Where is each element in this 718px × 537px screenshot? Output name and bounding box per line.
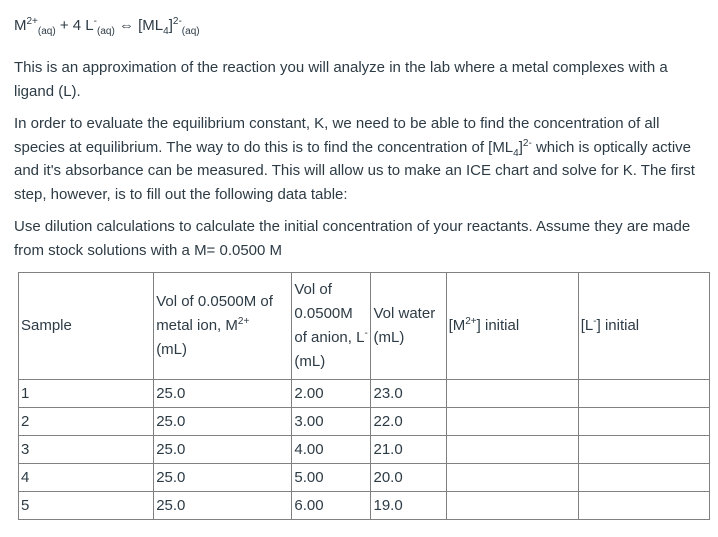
header-metal-charge: 2+ (237, 316, 250, 327)
header-metal-volume (154, 273, 292, 380)
method-superscript: 2- (522, 137, 532, 149)
header-water-volume: Vol water (mL) (371, 273, 446, 380)
data-table (18, 272, 710, 520)
header-sample: Sample (19, 273, 154, 380)
header-m-initial (446, 273, 578, 380)
header-metal-unit: (mL) (156, 341, 188, 358)
cell-sample: 2 (19, 408, 154, 436)
header-anion-text: Vol of 0.0500M of anion, L (294, 281, 365, 346)
cell-sample: 3 (19, 436, 154, 464)
ligand-charge: - (93, 16, 97, 27)
cell-anion-volume: 3.00 (292, 408, 371, 436)
complex-symbol: [ML (138, 17, 164, 34)
table-row (19, 464, 710, 492)
method-paragraph (14, 112, 704, 206)
complex-charge: 2- (172, 16, 182, 27)
cell-anion-volume: 2.00 (292, 380, 371, 408)
cell-metal-volume: 25.0 (154, 408, 292, 436)
header-l-open: [L (580, 317, 594, 334)
cell-water-volume: 19.0 (371, 492, 446, 520)
complex-state: (aq) (181, 26, 200, 37)
complex-subscript: 4 (163, 26, 169, 37)
cell-anion-volume: 6.00 (292, 492, 371, 520)
header-anion-charge: - (364, 328, 368, 339)
cell-m-initial[interactable] (446, 492, 578, 520)
header-l-charge: - (593, 316, 597, 327)
cell-sample: 4 (19, 464, 154, 492)
instructions-paragraph: Use dilution calculations to calculate the initial concentration of your reactants. Assume they are made from stock solutions with a M= 0.0500 M (14, 218, 691, 259)
reaction-equation (14, 10, 704, 44)
method-subscript: 4 (513, 147, 519, 159)
header-m-charge: 2+ (465, 316, 477, 327)
header-anion-unit: (mL) (294, 353, 326, 370)
cell-sample: 1 (19, 380, 154, 408)
cell-m-initial[interactable] (446, 464, 578, 492)
header-anion-volume (292, 273, 371, 380)
header-metal-text: Vol of 0.0500M of metal ion, M (156, 293, 273, 334)
cell-metal-volume: 25.0 (154, 380, 292, 408)
method-text-2: which is optically active and it's absorbance can be measured. This will allow us to make an ICE chart and solve for K. The first step, however, is to fill out the following data table: (14, 138, 695, 203)
cell-sample: 5 (19, 492, 154, 520)
cell-metal-volume: 25.0 (154, 436, 292, 464)
equilibrium-arrow: ⇔ (118, 17, 134, 34)
table-row (19, 492, 710, 520)
method-bracket: ] (518, 138, 523, 156)
header-l-initial (578, 273, 709, 380)
intro-paragraph: This is an approximation of the reaction you will analyze in the lab where a metal complexes with a ligand (L). (14, 59, 668, 100)
cell-l-initial[interactable] (578, 436, 709, 464)
cell-water-volume: 20.0 (371, 464, 446, 492)
table-row (19, 380, 710, 408)
cell-m-initial[interactable] (446, 436, 578, 464)
complex-bracket: ] (168, 17, 173, 34)
cell-water-volume: 23.0 (371, 380, 446, 408)
header-m-close: ] initial (476, 317, 520, 334)
table-row (19, 436, 710, 464)
table-row (19, 408, 710, 436)
metal-charge: 2+ (26, 16, 38, 27)
ligand-state: (aq) (97, 26, 115, 37)
cell-anion-volume: 4.00 (292, 436, 371, 464)
cell-l-initial[interactable] (578, 492, 709, 520)
cell-l-initial[interactable] (578, 464, 709, 492)
cell-water-volume: 21.0 (371, 436, 446, 464)
method-text-1: In order to evaluate the equilibrium constant, K, we need to be able to find the concentration of all species at equilibrium. The way to do this is to find the concentration of [ML (14, 115, 660, 156)
cell-m-initial[interactable] (446, 380, 578, 408)
cell-water-volume: 22.0 (371, 408, 446, 436)
header-m-open: [M (448, 317, 466, 334)
metal-state: (aq) (37, 26, 56, 37)
cell-l-initial[interactable] (578, 408, 709, 436)
metal-symbol: M (14, 17, 27, 34)
ligand-term: + 4 L (55, 17, 94, 34)
cell-metal-volume: 25.0 (154, 464, 292, 492)
header-row (19, 273, 710, 380)
cell-l-initial[interactable] (578, 380, 709, 408)
header-l-close: ] initial (596, 317, 640, 334)
cell-m-initial[interactable] (446, 408, 578, 436)
cell-anion-volume: 5.00 (292, 464, 371, 492)
cell-metal-volume: 25.0 (154, 492, 292, 520)
